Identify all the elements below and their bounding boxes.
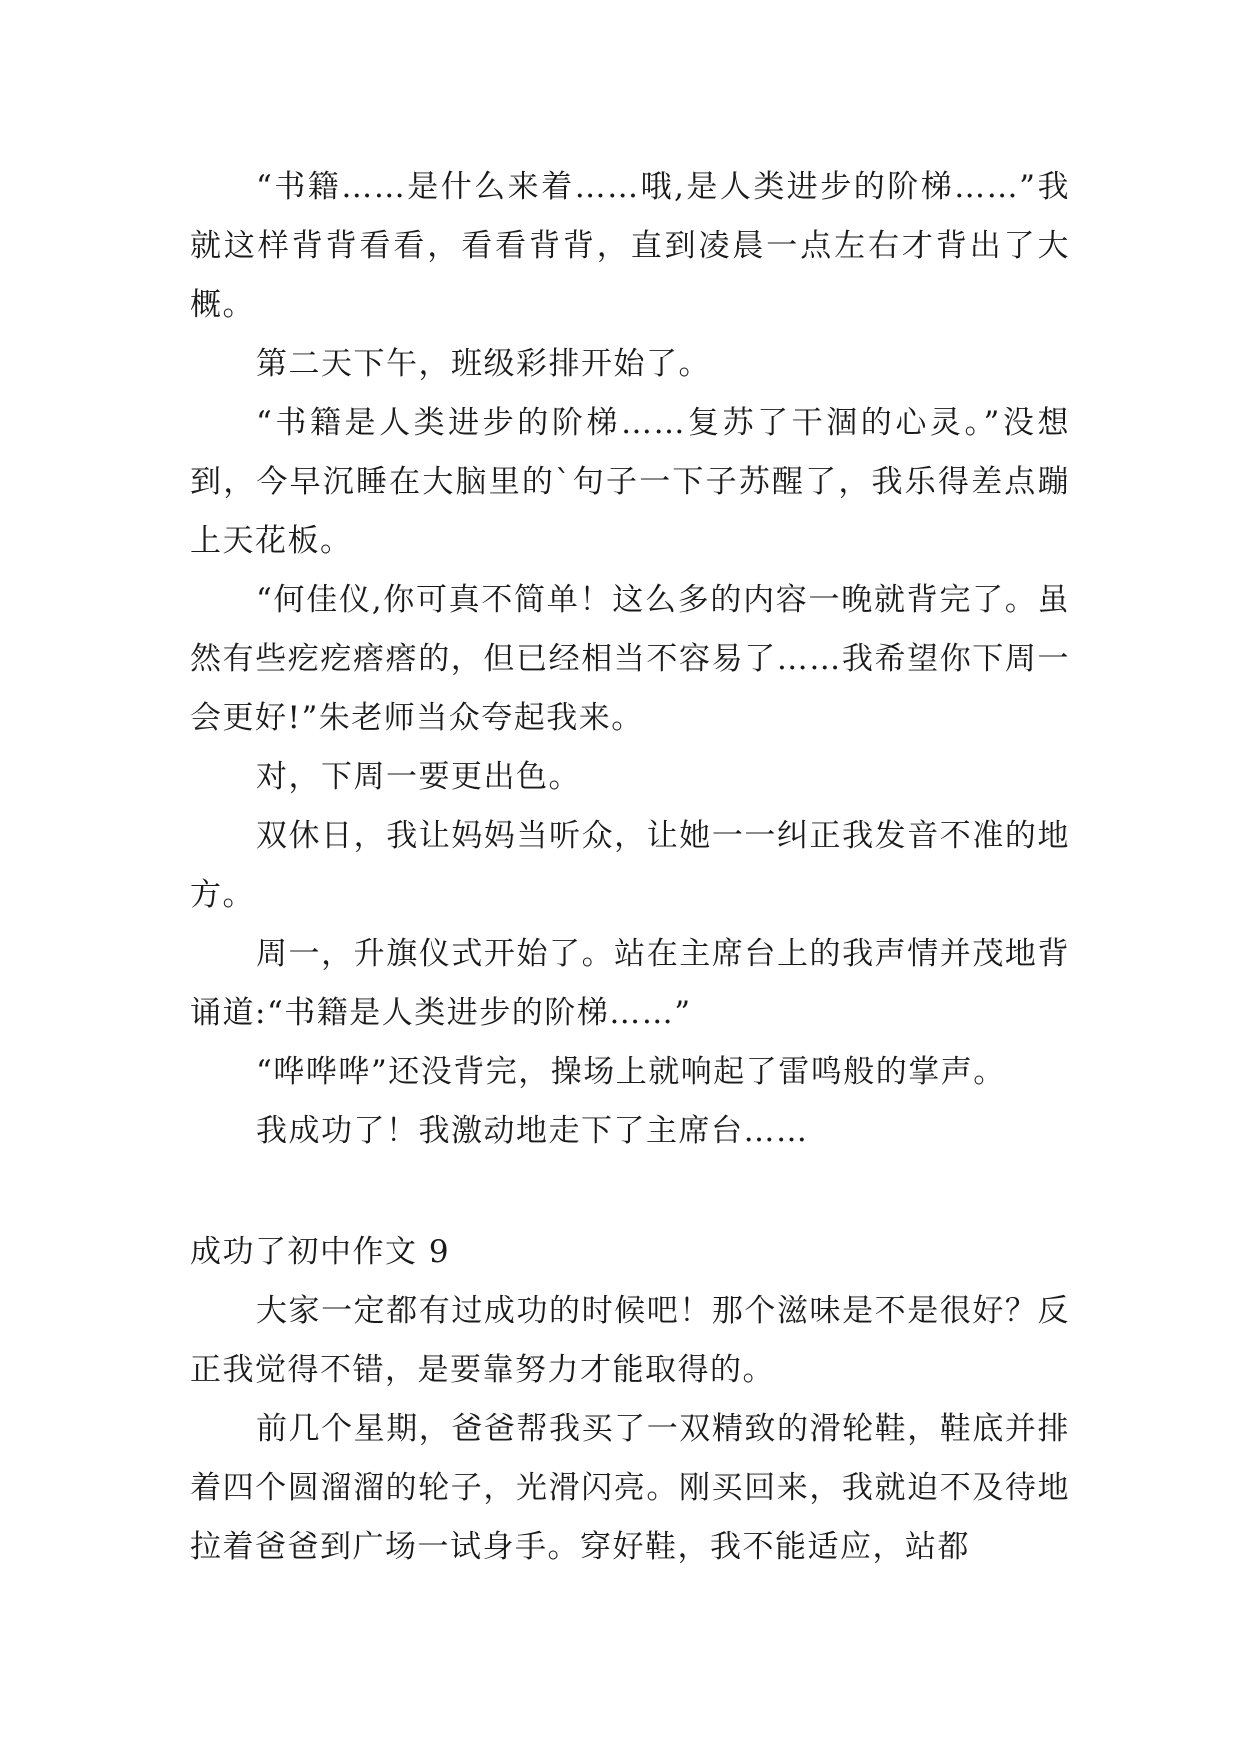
paragraph: 我成功了！我激动地走下了主席台…… bbox=[256, 1113, 809, 1149]
paragraph: 周一，升旗仪式开始了。站在主席台上的我声情并茂地背诵道:“书籍是人类进步的阶梯……” bbox=[190, 936, 1070, 1031]
paragraph: 双休日，我让妈妈当听众，让她一一纠正我发音不准的地方。 bbox=[190, 818, 1070, 913]
paragraph: “书籍是人类进步的阶梯……复苏了干涸的心灵。”没想到，今早沉睡在大脑里的`句子一下子苏醒了，我乐得差点蹦上天花板。 bbox=[190, 405, 1070, 559]
section-title: 成功了初中作文 9 bbox=[190, 1234, 451, 1270]
paragraph: 第二天下午，班级彩排开始了。 bbox=[256, 346, 711, 382]
paragraph: 大家一定都有过成功的时候吧！那个滋味是不是很好？反正我觉得不错，是要靠努力才能取得的。 bbox=[190, 1293, 1070, 1388]
document-body bbox=[190, 158, 1070, 1577]
section-spacer bbox=[190, 1161, 1070, 1223]
paragraph: “哗哗哗”还没背完，操场上就响起了雷鸣般的掌声。 bbox=[256, 1054, 1006, 1090]
paragraph: 对，下周一要更出色。 bbox=[256, 759, 581, 795]
paragraph: 前几个星期，爸爸帮我买了一双精致的滑轮鞋，鞋底并排着四个圆溜溜的轮子，光滑闪亮。刚买回来，我就迫不及待地拉着爸爸到广场一试身手。穿好鞋，我不能适应，站都 bbox=[190, 1411, 1070, 1565]
paragraph: “书籍……是什么来着……哦,是人类进步的阶梯……”我就这样背背看看，看看背背，直到凌晨一点左右才背出了大概。 bbox=[190, 169, 1070, 323]
paragraph: “何佳仪,你可真不简单！这么多的内容一晚就背完了。虽然有些疙疙瘩瘩的，但已经相当不容易了……我希望你下周一会更好!”朱老师当众夸起我来。 bbox=[190, 582, 1070, 736]
